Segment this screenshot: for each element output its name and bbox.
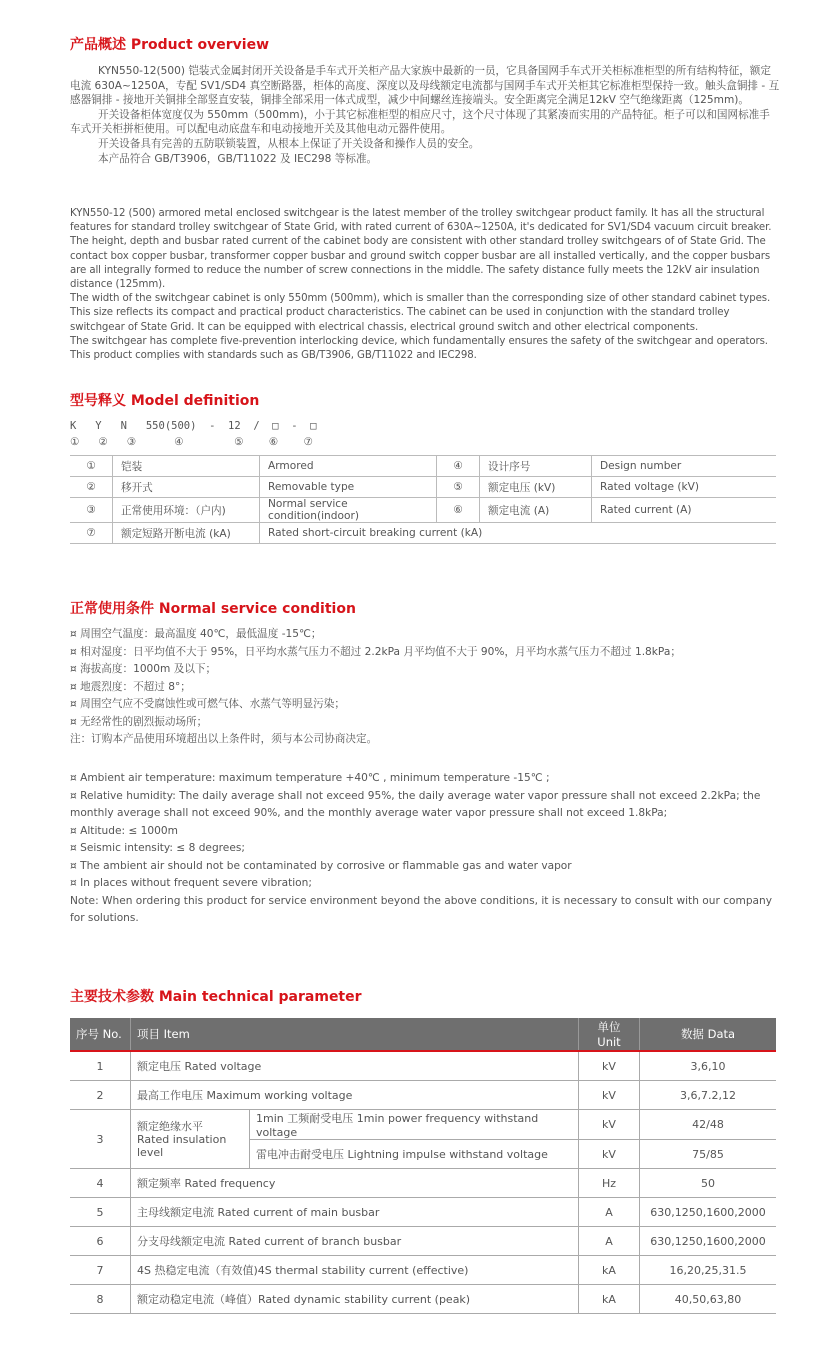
row-item: 主母线额定电流 Rated current of main busbar (131, 1198, 579, 1227)
list-item: ¤ 相对湿度：日平均值不大于 95%，日平均水蒸气压力不超过 2.2kPa 月平均值不大于 90%，月平均水蒸气压力不超过 1.8kPa； (70, 645, 681, 658)
model-index: ⑥ (437, 498, 480, 523)
table-row (70, 1169, 776, 1198)
row-no: 5 (70, 1198, 131, 1227)
row-no: 7 (70, 1256, 131, 1285)
list-item: ¤ Altitude: ≤ 1000m (70, 824, 178, 837)
list-item: ¤ 周围空气温度：最高温度 40℃，最低温度 -15℃； (70, 628, 322, 640)
overview-en-para: KYN550-12 (500) armored metal enclosed switchgear is the latest member of the trolley switchgear product family. It has all the structural features for standard trolley switchgear of State Grid, with rated current of 630A~1250A, it's dedicated for SV1/SD4 vacuum circuit breaker. The height, depth and busbar rated current of the cabinet body are consistent with other standard trolley switchgears of of State Grid. The contact box copper busbar, transformer copper busbar and ground switch copper busbar are all installed vertically, and the copper busbars are all integrally formed to reduce the number of screw connections in the middle. The safety distance fully meets the 12kV air insulation distance (125mm). (70, 208, 772, 291)
model-index: ① (70, 456, 113, 477)
row-data: 75/85 (640, 1140, 777, 1169)
row-subitem: 1min 工频耐受电压 1min power frequency withstand voltage (250, 1110, 579, 1140)
model-index: ② (70, 477, 113, 498)
row-unit: kA (579, 1256, 640, 1285)
table-row (70, 1081, 776, 1110)
overview-cn-text (70, 64, 780, 166)
table-header-row (70, 1018, 776, 1051)
row-no: 2 (70, 1081, 131, 1110)
list-item: 注：订购本产品使用环境超出以上条件时，须与本公司协商决定。 (70, 733, 378, 745)
row-item: 额定动稳定电流（峰值）Rated dynamic stability current (peak) (131, 1285, 579, 1314)
table-row (70, 1256, 776, 1285)
header-data: 数据 Data (640, 1018, 777, 1051)
row-data: 40,50,63,80 (640, 1285, 777, 1314)
table-row (70, 1051, 776, 1081)
model-title: 型号释义 Model definition (70, 393, 260, 409)
row-data: 630,1250,1600,2000 (640, 1198, 777, 1227)
overview-cn-para: KYN550-12(500) 铠装式金属封闭开关设备是手车式开关柜产品大家族中最新的一员，它具备国网手车式开关柜标准柜型的所有结构特征，额定电流 630A~1250A，专配 SV1/SD4 真空断路器，柜体的高度、深度以及母线额定电流都与国网手车式开关柜其它标准柜型保持一致。触头盒铜排 - 互感器铜排 - 接地开关铜排全部竖直安装，铜排全部采用一体式成型，减少中间螺丝连接端头。安全距离完全满足12kV 空气绝缘距离（125mm)。 (70, 65, 780, 107)
model-en: Rated current (A) (592, 498, 777, 523)
overview-en-text (70, 207, 780, 363)
params-title: 主要技术参数 Main technical parameter (70, 989, 362, 1005)
list-item: ¤ Relative humidity: The daily average shall not exceed 95%, the daily average water vapor pressure shall not exceed 2.2kPa; the monthly average shall not exceed 90%, and the monthly average water vapor pressure shall not exceed 1.8kPa; (70, 789, 761, 819)
header-unit: 单位 Unit (579, 1018, 640, 1051)
row-data: 630,1250,1600,2000 (640, 1227, 777, 1256)
header-no: 序号 No. (70, 1018, 131, 1051)
model-definition-table (70, 455, 776, 544)
model-cn: 额定电流 (A) (480, 498, 592, 523)
overview-en-para: This product complies with standards such as GB/T3906, GB/T11022 and IEC298. (70, 350, 477, 362)
table-row (70, 1285, 776, 1314)
table-row (70, 523, 776, 544)
conditions-cn-list (70, 626, 780, 749)
list-item: ¤ 周围空气应不受腐蚀性或可燃气体、水蒸气等明显污染； (70, 698, 345, 710)
list-item: ¤ The ambient air should not be contaminated by corrosive or flammable gas and water vapor (70, 859, 572, 872)
list-item: ¤ In places without frequent severe vibration; (70, 877, 312, 889)
row-no: 8 (70, 1285, 131, 1314)
list-item: ¤ 海拔高度：1000m 及以下； (70, 663, 217, 675)
conditions-title: 正常使用条件 Normal service condition (70, 601, 356, 617)
row-item: 分支母线额定电流 Rated current of branch busbar (131, 1227, 579, 1256)
parameter-table (70, 1018, 776, 1314)
model-index: ⑤ (437, 477, 480, 498)
model-index: ④ (437, 456, 480, 477)
row-subitem: 雷电冲击耐受电压 Lightning impulse withstand voltage (250, 1140, 579, 1169)
row-unit: kV (579, 1140, 640, 1169)
list-item: Note: When ordering this product for service environment beyond the above conditions, it is necessary to consult with our company for solutions. (70, 894, 773, 924)
overview-en-para: The width of the switchgear cabinet is only 550mm (500mm), which is smaller than the corresponding size of other standard cabinet types. This size reflects its compact and practical product characteristics. The cabinet can be used in conjunction with the standard trolley switchgear of State Grid. It can be equipped with electrical chassis, electrical ground switch and other electrical components. (70, 293, 771, 333)
row-item-group (131, 1110, 250, 1169)
model-index: ⑦ (70, 523, 113, 544)
model-code-index: ① ② ③ ④ ⑤ ⑥ ⑦ (70, 436, 313, 448)
overview-en-para: The switchgear has complete five-prevention interlocking device, which fundamentally ensures the safety of the switchgear and operators. (70, 335, 768, 347)
row-data: 16,20,25,31.5 (640, 1256, 777, 1285)
list-item: ¤ 地震烈度：不超过 8°； (70, 680, 191, 693)
list-item: ¤ Seismic intensity: ≤ 8 degrees; (70, 842, 245, 854)
row-item-cn: 额定绝缘水平 (137, 1119, 203, 1133)
model-en: Normal service condition(indoor) (260, 498, 437, 523)
list-item: ¤ Ambient air temperature: maximum temperature +40℃ , minimum temperature -15℃ ; (70, 772, 550, 784)
header-item: 项目 Item (131, 1018, 579, 1051)
row-unit: kV (579, 1081, 640, 1110)
row-data: 50 (640, 1169, 777, 1198)
model-en: Removable type (260, 477, 437, 498)
row-item: 额定频率 Rated frequency (131, 1169, 579, 1198)
row-data: 3,6,7.2,12 (640, 1081, 777, 1110)
overview-cn-para: 开关设备柜体宽度仅为 550mm（500mm)，小于其它标准柜型的相应尺寸，这个尺寸体现了其紧凑而实用的产品特征。柜子可以和国网标准手车式开关柜拼柜使用。可以配电动底盘车和电动接地开关及其他电动元器件使用。 (70, 108, 770, 136)
list-item: ¤ 无经常性的剧烈振动场所； (70, 715, 208, 728)
row-unit: kA (579, 1285, 640, 1314)
model-cn: 设计序号 (480, 456, 592, 477)
row-item-en: Rated insulation level (137, 1132, 227, 1159)
row-item: 4S 热稳定电流（有效值)4S thermal stability current (effective) (131, 1256, 579, 1285)
model-cn: 铠装 (113, 456, 260, 477)
model-en: Design number (592, 456, 777, 477)
model-code: K Y N 550(500) - 12 / □ - □ (70, 420, 317, 432)
model-index: ③ (70, 498, 113, 523)
row-no: 1 (70, 1051, 131, 1081)
row-no: 3 (70, 1110, 131, 1169)
row-no: 4 (70, 1169, 131, 1198)
model-cn: 额定电压 (kV) (480, 477, 592, 498)
table-row (70, 456, 776, 477)
table-row (70, 1227, 776, 1256)
row-no: 6 (70, 1227, 131, 1256)
model-en: Rated short-circuit breaking current (kA) (260, 523, 777, 544)
model-en: Rated voltage (kV) (592, 477, 777, 498)
model-en: Armored (260, 456, 437, 477)
conditions-en-list (70, 770, 780, 928)
table-row (70, 498, 776, 523)
row-unit: A (579, 1227, 640, 1256)
row-data: 42/48 (640, 1110, 777, 1140)
row-item: 额定电压 Rated voltage (131, 1051, 579, 1081)
row-data: 3,6,10 (640, 1051, 777, 1081)
table-row (70, 477, 776, 498)
overview-title: 产品概述 Product overview (70, 37, 270, 53)
overview-cn-para: 开关设备具有完善的五防联锁装置，从根本上保证了开关设备和操作人员的安全。 (98, 137, 480, 150)
table-row (70, 1110, 776, 1140)
row-unit: Hz (579, 1169, 640, 1198)
row-unit: kV (579, 1051, 640, 1081)
row-item: 最高工作电压 Maximum working voltage (131, 1081, 579, 1110)
row-unit: A (579, 1198, 640, 1227)
model-cn: 正常使用环境：（户内) (113, 498, 260, 523)
table-row (70, 1198, 776, 1227)
overview-cn-para: 本产品符合 GB/T3906，GB/T11022 及 IEC298 等标准。 (98, 152, 378, 165)
model-cn: 移开式 (113, 477, 260, 498)
model-cn: 额定短路开断电流 (kA) (113, 523, 260, 544)
row-unit: kV (579, 1110, 640, 1140)
